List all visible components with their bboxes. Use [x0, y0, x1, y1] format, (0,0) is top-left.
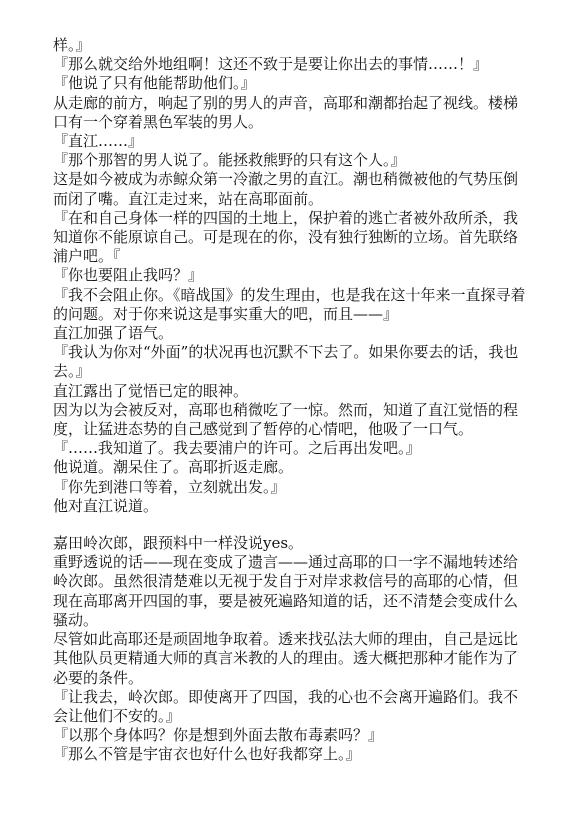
paragraph: 他对直江说道。 — [53, 496, 159, 515]
paragraph: 重野透说的话——现在变成了遗言——通过高耶的口一字不漏地转述给岭次郎。虽然很清楚难以无视于发自于对岸求救信号的高耶的心情，但现在高耶离开四国的事，要是被死遍路知道的话，还不清楚会变成什么骚动。 — [53, 553, 519, 629]
paragraph: 直江露出了觉悟已定的眼神。 — [53, 381, 249, 400]
paragraph: 『那么就交给外地组啊！这还不致于是要让你出去的事情……！』 — [53, 55, 489, 74]
paragraph: 『那个那智的男人说了。能拯救熊野的只有这个人。』 — [53, 151, 406, 170]
paragraph: 这是如今被成为赤鲸众第一冷澈之男的直江。潮也稍微被他的气势压倒而闭了嘴。直江走过来，站在高耶面前。 — [53, 170, 519, 208]
paragraph: 『……我知道了。我去要浦户的许可。之后再出发吧。』 — [53, 439, 421, 458]
paragraph: 『让我去，岭次郎。即使离开了四国，我的心也不会离开遍路们。我不会让他们不安的。』 — [53, 687, 519, 725]
paragraph: 直江加强了语气。 — [53, 324, 174, 343]
paragraph: 『在和自己身体一样的四国的土地上，保护着的逃亡者被外敌所杀，我知道你不能原谅自己。可是现在的你，没有独行独断的立场。首先联络浦户吧。『 — [53, 208, 519, 266]
paragraph: 尽管如此高耶还是顽固地争取着。透来找弘法大师的理由，自己是远比其他队员更精通大师的真言米教的人的理由。透大概把那种才能作为了必要的条件。 — [53, 630, 519, 687]
paragraph: 『我认为你对“外面”的状况再也沉默不下去了。如果你要去的话，我也去。』 — [53, 343, 519, 381]
paragraph: 『你也要阻止我吗？』 — [53, 266, 204, 285]
section-break — [53, 516, 531, 534]
paragraph: 『他说了只有他能帮助他们。』 — [53, 74, 256, 93]
paragraph: 他说道。潮呆住了。高耶折返走廊。 — [53, 458, 294, 477]
paragraph: 因为以为会被反对，高耶也稍微吃了一惊。然而，知道了直江觉悟的程度，让猛进态势的自己感觉到了暂停的心情吧，他吸了一口气。 — [53, 400, 519, 439]
paragraph: 『那么不管是宇宙衣也好什么也好我都穿上。』 — [53, 745, 361, 764]
paragraph: 『你先到港口等着，立刻就出发。』 — [53, 477, 286, 496]
paragraph: 『我不会阻止你。《暗战国》的发生理由，也是我在这十年来一直探寻着的问题。对于你来说这是事实重大的吧，而且——』 — [53, 285, 526, 323]
paragraph: 样。』 — [53, 36, 91, 54]
document-page — [53, 36, 531, 765]
paragraph: 嘉田岭次郎，跟预料中一样没说yes。 — [53, 534, 304, 553]
paragraph: 『以那个身体吗？你是想到外面去散布毒素吗？』 — [53, 726, 384, 745]
paragraph: 从走廊的前方，响起了别的男人的声音，高耶和潮都抬起了视线。楼梯口有一个穿着黑色军装的男人。 — [53, 93, 519, 131]
paragraph: 『直江……』 — [53, 132, 144, 151]
